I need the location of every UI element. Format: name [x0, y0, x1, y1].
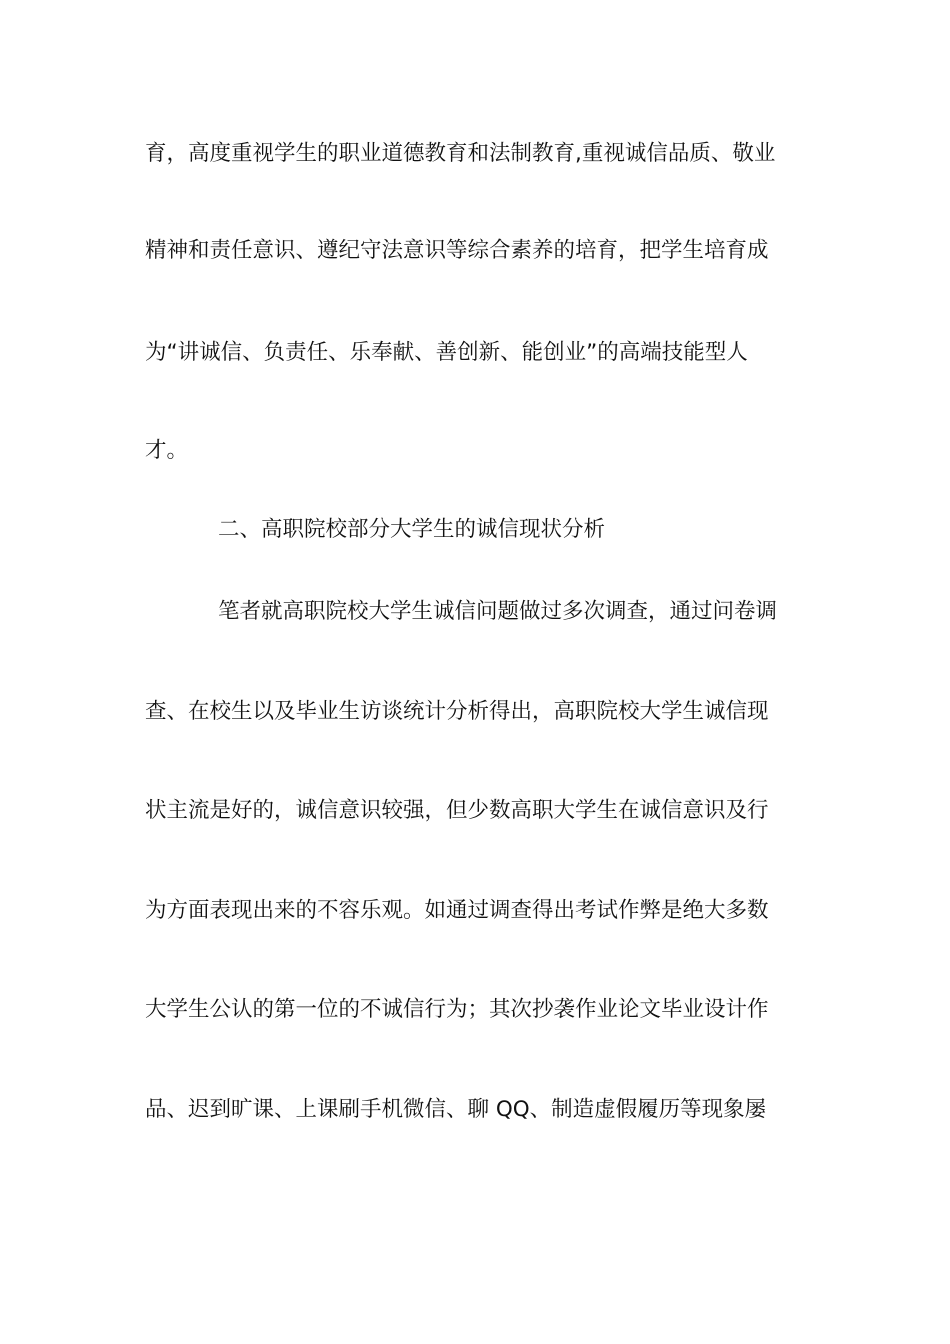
paragraph-line: 笔者就高职院校大学生诚信问题做过多次调查，通过问卷调 [218, 599, 778, 624]
paragraph-line: 状主流是好的，诚信意识较强，但少数高职大学生在诚信意识及行 [145, 798, 769, 823]
paragraph-line: 为方面表现出来的不容乐观。如通过调查得出考试作弊是绝大多数 [145, 898, 769, 923]
paragraph-line: 为“讲诚信、负责任、乐奉献、善创新、能创业”的高端技能型人 [145, 340, 748, 365]
paragraph-line: 查、在校生以及毕业生访谈统计分析得出，高职院校大学生诚信现 [145, 699, 769, 724]
paragraph-line: 精神和责任意识、遵纪守法意识等综合素养的培育，把学生培育成 [145, 238, 769, 263]
section-heading: 二、高职院校部分大学生的诚信现状分析 [218, 517, 606, 542]
paragraph-line: 育，高度重视学生的职业道德教育和法制教育,重视诚信品质、敬业 [145, 141, 776, 166]
paragraph-line: 大学生公认的第一位的不诚信行为；其次抄袭作业论文毕业设计作 [145, 997, 769, 1022]
paragraph-line: 品、迟到旷课、上课刷手机微信、聊 QQ、制造虚假履历等现象屡 [145, 1097, 767, 1122]
paragraph-line: 才。 [145, 438, 189, 463]
